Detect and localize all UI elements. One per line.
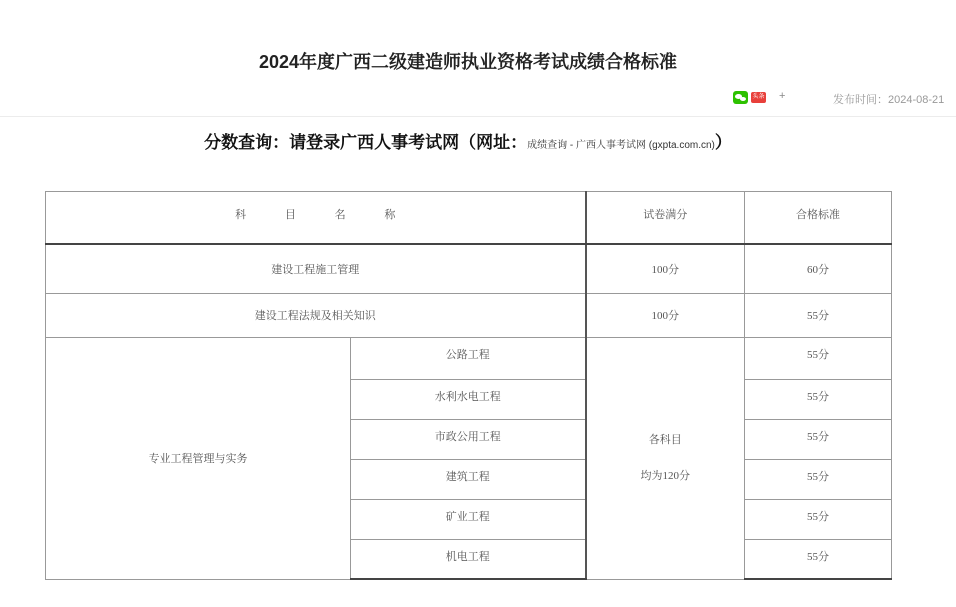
- wechat-share-icon[interactable]: [733, 91, 748, 104]
- header-divider: [0, 116, 956, 117]
- sub-subject: 建筑工程: [351, 459, 586, 499]
- header-subject: 科 目 名 称: [46, 192, 586, 245]
- score-query-suffix: ）: [714, 133, 732, 152]
- group-full-score-line2: 均为120分: [640, 470, 690, 482]
- group-name: 专业工程管理与实务: [46, 337, 351, 579]
- table-header-row: [46, 192, 892, 245]
- sub-pass: 55分: [745, 337, 892, 379]
- sub-subject: 公路工程: [351, 337, 586, 379]
- row-full-score: 100分: [586, 244, 745, 293]
- row-pass: 55分: [745, 293, 892, 337]
- group-full-score-line1: 各科目: [648, 434, 682, 446]
- sub-subject: 机电工程: [351, 539, 586, 579]
- article-meta: [733, 91, 943, 107]
- table-row: [46, 337, 892, 379]
- table-row: [46, 244, 892, 293]
- row-full-score: 100分: [586, 293, 745, 337]
- sub-pass: 55分: [745, 459, 892, 499]
- row-pass: 60分: [745, 244, 892, 293]
- row-subject: 建设工程施工管理: [46, 244, 586, 293]
- score-query-link[interactable]: 成绩查询 - 广西人事考试网 (gxpta.com.cn): [527, 140, 715, 151]
- toutiao-share-icon[interactable]: 头条: [751, 92, 766, 103]
- more-share-icon[interactable]: +: [779, 90, 786, 102]
- sub-subject: 市政公用工程: [351, 419, 586, 459]
- table-row: [46, 293, 892, 337]
- pass-standard-table: [45, 191, 892, 580]
- score-query-line: [0, 128, 936, 153]
- sub-pass: 55分: [745, 539, 892, 579]
- header-full-score: 试卷满分: [586, 192, 745, 245]
- group-full-score: [586, 337, 745, 579]
- sub-pass: 55分: [745, 499, 892, 539]
- publish-date: 发布时间：2024-08-21: [833, 94, 945, 106]
- row-subject: 建设工程法规及相关知识: [46, 293, 586, 337]
- score-query-prefix: 分数查询：请登录广西人事考试网（网址：: [204, 133, 528, 152]
- article-title: 2024年度广西二级建造师执业资格考试成绩合格标准: [258, 52, 678, 72]
- sub-pass: 55分: [745, 379, 892, 419]
- sub-subject: 矿业工程: [351, 499, 586, 539]
- header-pass-standard: 合格标准: [745, 192, 892, 245]
- sub-subject: 水利水电工程: [351, 379, 586, 419]
- sub-pass: 55分: [745, 419, 892, 459]
